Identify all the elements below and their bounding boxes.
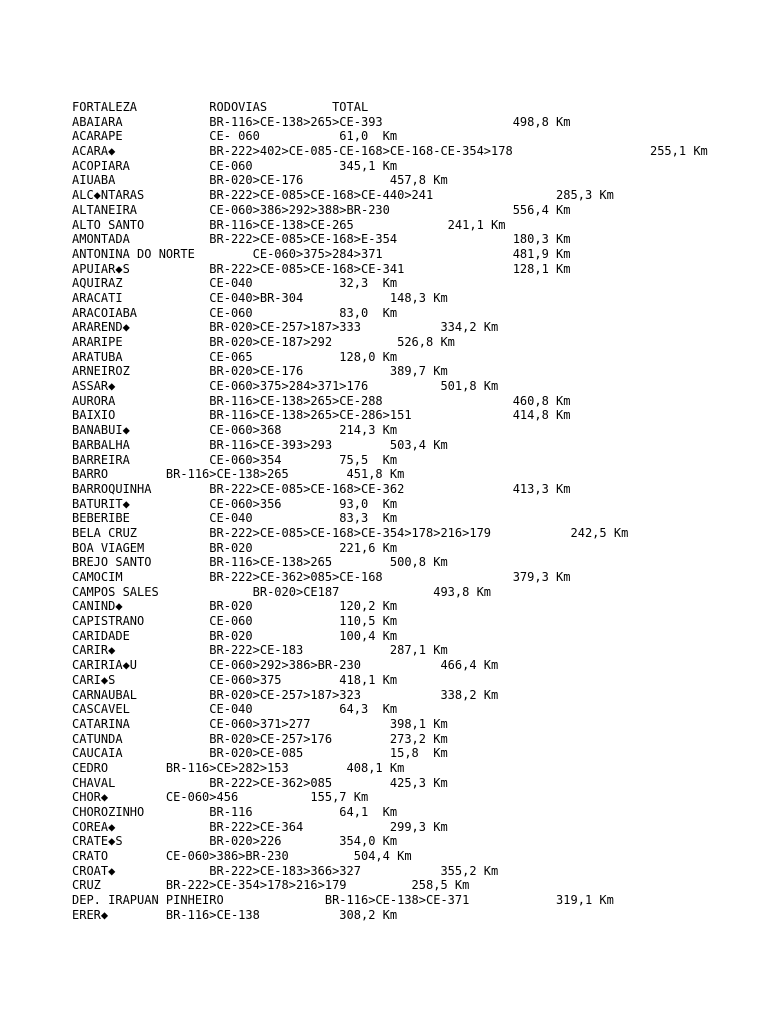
city-row: BREJO SANTO BR-116>CE-138>265 500,8 Km	[72, 555, 448, 570]
city-row: ACARA◆ BR-222>402>CE-085-CE-168>CE-168-CE-354>178 255,1 Km	[72, 144, 708, 159]
city-row: ARACOIABA CE-060 83,0 Km	[72, 305, 398, 320]
city-row: CRATO CE-060>386>BR-230 504,4 Km	[72, 849, 412, 864]
city-row: CHAVAL BR-222>CE-362>085 425,3 Km	[72, 775, 448, 790]
city-row: BARREIRA CE-060>354 75,5 Km	[72, 452, 398, 467]
city-row: ABAIARA BR-116>CE-138>265>CE-393 498,8 Km	[72, 114, 571, 129]
city-row: BAIXIO BR-116>CE-138>265>CE-286>151 414,8 Km	[72, 408, 571, 423]
city-row: CHOROZINHO BR-116 64,1 Km	[72, 805, 398, 819]
city-row: BATURIT◆ CE-060>356 93,0 Km	[72, 496, 398, 511]
city-row: AIUABA BR-020>CE-176 457,8 Km	[72, 173, 448, 188]
city-row: BEBERIBE CE-040 83,3 Km	[72, 511, 398, 526]
city-row: CEDRO BR-116>CE>282>153 408,1 Km	[72, 760, 405, 775]
city-row: ARNEIROZ BR-020>CE-176 389,7 Km	[72, 364, 448, 379]
city-row: ACARAPE CE- 060 61,0 Km	[72, 129, 398, 144]
city-row: CASCAVEL CE-040 64,3 Km	[72, 702, 398, 717]
city-row: ARAREND◆ BR-020>CE-257>187>333 334,2 Km	[72, 320, 499, 335]
city-row: ALTANEIRA CE-060>386>292>388>BR-230 556,4 Km	[72, 202, 571, 217]
city-row: ARATUBA CE-065 128,0 Km	[72, 349, 398, 364]
city-row: CARNAUBAL BR-020>CE-257>187>323 338,2 Km	[72, 687, 499, 702]
city-row: BARROQUINHA BR-222>CE-085>CE-168>CE-362 413,3 Km	[72, 481, 571, 496]
city-row: BANABUI◆ CE-060>368 214,3 Km	[72, 423, 398, 438]
city-row: AQUIRAZ CE-040 32,3 Km	[72, 276, 398, 291]
city-row: ARACATI CE-040>BR-304 148,3 Km	[72, 290, 448, 305]
header-row: FORTALEZA RODOVIAS TOTAL	[72, 100, 369, 114]
city-row: CARIR◆ BR-222>CE-183 287,1 Km	[72, 643, 448, 658]
city-row: ALTO SANTO BR-116>CE-138>CE-265 241,1 Km	[72, 217, 506, 232]
city-row: AMONTADA BR-222>CE-085>CE-168>E-354 180,3 Km	[72, 232, 571, 247]
city-row: ANTONINA DO NORTE CE-060>375>284>371 481,9 Km	[72, 246, 571, 261]
document-body	[72, 100, 762, 923]
city-row: ACOPIARA CE-060 345,1 Km	[72, 158, 398, 173]
city-row: DEP. IRAPUAN PINHEIRO BR-116>CE-138>CE-371 319,1 Km	[72, 893, 614, 908]
city-row: ERER◆ BR-116>CE-138 308,2 Km	[72, 907, 398, 922]
city-row: CHOR◆ CE-060>456 155,7 Km	[72, 790, 369, 805]
city-row: ARARIPE BR-020>CE-187>292 526,8 Km	[72, 335, 455, 349]
city-row: COREA◆ BR-222>CE-364 299,3 Km	[72, 819, 448, 834]
city-row: ASSAR◆ CE-060>375>284>371>176 501,8 Km	[72, 379, 499, 394]
city-row: CAPISTRANO CE-060 110,5 Km	[72, 614, 398, 629]
city-row: CAUCAIA BR-020>CE-085 15,8 Km	[72, 746, 448, 761]
city-row: CARIDADE BR-020 100,4 Km	[72, 628, 398, 643]
city-row: AURORA BR-116>CE-138>265>CE-288 460,8 Km	[72, 393, 571, 408]
city-row: BARBALHA BR-116>CE-393>293 503,4 Km	[72, 437, 448, 452]
city-row: CATARINA CE-060>371>277 398,1 Km	[72, 716, 448, 731]
city-row: CATUNDA BR-020>CE-257>176 273,2 Km	[72, 731, 448, 746]
city-row: CRUZ BR-222>CE-354>178>216>179 258,5 Km	[72, 878, 470, 893]
city-row: ALC◆NTARAS BR-222>CE-085>CE-168>CE-440>241 285,3 Km	[72, 188, 614, 203]
city-row: BARRO BR-116>CE-138>265 451,8 Km	[72, 467, 405, 482]
city-row: CAMPOS SALES BR-020>CE187 493,8 Km	[72, 584, 492, 599]
city-row: CARIRIA◆U CE-060>292>386>BR-230 466,4 Km	[72, 658, 499, 673]
city-row: BOA VIAGEM BR-020 221,6 Km	[72, 540, 398, 555]
city-row: CROAT◆ BR-222>CE-183>366>327 355,2 Km	[72, 863, 499, 878]
city-row: CAMOCIM BR-222>CE-362>085>CE-168 379,3 Km	[72, 570, 571, 584]
city-row: APUIAR◆S BR-222>CE-085>CE-168>CE-341 128,1 Km	[72, 261, 571, 276]
city-row: BELA CRUZ BR-222>CE-085>CE-168>CE-354>178>216>179 242,5 Km	[72, 525, 629, 540]
city-row: CANIND◆ BR-020 120,2 Km	[72, 599, 398, 614]
city-row: CRATE◆S BR-020>226 354,0 Km	[72, 834, 398, 849]
city-row: CARI◆S CE-060>375 418,1 Km	[72, 672, 398, 687]
